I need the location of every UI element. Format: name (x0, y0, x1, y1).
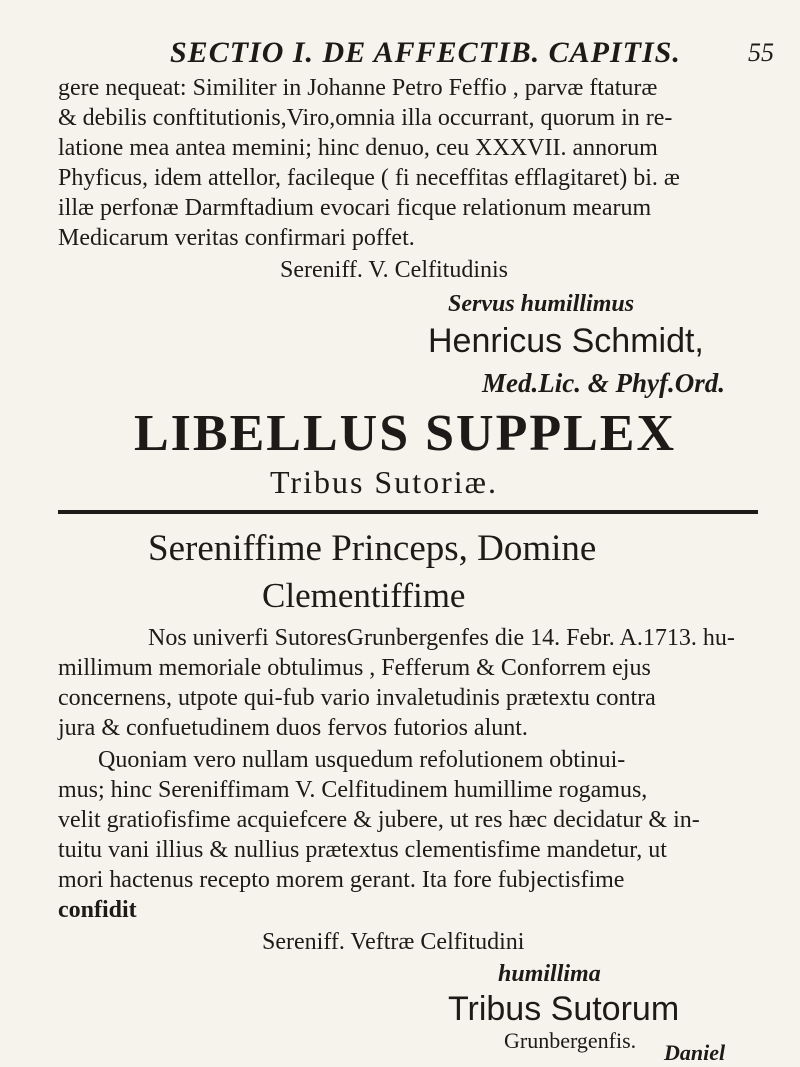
letter2-signer: Tribus Sutorum (448, 990, 680, 1028)
letter2-closing: Sereniff. Veftræ Celfitudini (262, 929, 525, 955)
letter2-p2-line: mori hactenus recepto morem gerant. Ita fore fubjectisfime (58, 867, 625, 893)
section-rule (58, 510, 758, 514)
letter1-signer: Henricus Schmidt, (428, 322, 704, 360)
letter1-line: & debilis conftitutionis,Viro,omnia illa occurrant, quorum in re- (58, 105, 673, 131)
letter1-closing: Sereniff. V. Celfitudinis (280, 257, 508, 283)
letter2-humillima: humillima (498, 961, 601, 987)
catchword: Daniel (664, 1040, 726, 1065)
letter1-servus: Servus humillimus (448, 291, 635, 317)
letter2-p2-line: Quoniam vero nullam usquedum refolutionem obtinui- (98, 747, 626, 773)
letter2-salutation: Sereniffime Princeps, Domine (148, 528, 597, 569)
letter2-p1-line: millimum memoriale obtulimus , Fefferum & Conforrem ejus (58, 655, 651, 681)
letter1-line: gere nequeat: Similiter in Johanne Petro Feffio , parvæ ftaturæ (58, 75, 658, 101)
libellus-subtitle: Tribus Sutoriæ. (270, 464, 498, 500)
letter2-p2-line: mus; hinc Sereniffimam V. Celfitudinem humillime rogamus, (58, 777, 648, 803)
letter2-p2-line: confidit (58, 897, 137, 923)
letter2-p1-line: Nos univerfi SutoresGrunbergenfes die 14. Febr. A.1713. hu- (148, 625, 735, 651)
letter1-line: illæ perfonæ Darmftadium evocari ficque relationum mearum (58, 195, 652, 221)
letter1-signer-title: Med.Lic. & Phyf.Ord. (482, 368, 725, 398)
letter1-line: Phyficus, idem attellor, facileque ( fi neceffitas efflagitaret) bi. æ (58, 165, 680, 191)
letter2-p2-line: tuitu vani illius & nullius prætextus clementisfime mandetur, ut (58, 837, 667, 863)
letter2-salutation2: Clementiffime (262, 576, 466, 615)
libellus-title: LIBELLUS SUPPLEX (134, 405, 677, 462)
page-number: 55 (748, 38, 774, 67)
running-title: SECTIO I. DE AFFECTIB. CAPITIS. (170, 36, 681, 69)
letter1-line: latione mea antea memini; hinc denuo, ceu XXXVII. annorum (58, 135, 658, 161)
letter2-p1-line: jura & confuetudinem duos fervos futorios alunt. (58, 715, 528, 741)
letter2-signer2: Grunbergenfis. (504, 1028, 637, 1053)
letter1-line: Medicarum veritas confirmari poffet. (58, 225, 415, 251)
letter2-p2-line: velit gratiofisfime acquiefcere & jubere, ut res hæc decidatur & in- (58, 807, 700, 833)
letter2-p1-line: concernens, utpote qui-fub vario invaletudinis prætextu contra (58, 685, 656, 711)
